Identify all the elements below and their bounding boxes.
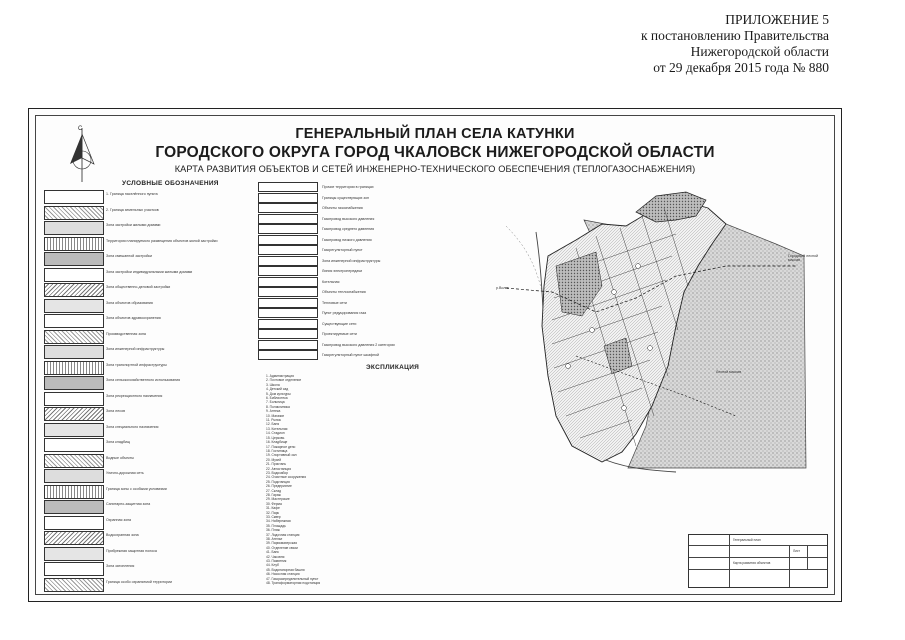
explication-item: 40. Отделение связи bbox=[266, 545, 298, 550]
appendix-line-1: ПРИЛОЖЕНИЕ 5 bbox=[725, 12, 829, 27]
explication-item: 2. Почтовое отделение bbox=[266, 378, 302, 383]
explication-item: 41. Банк bbox=[266, 550, 279, 555]
middle-legend-label: Прочие территории в границах bbox=[322, 185, 374, 189]
legend-label: Зона затопления bbox=[106, 564, 135, 568]
legend-label: 1. Граница населённого пункта bbox=[106, 192, 158, 196]
explication-item: 14. Стадион bbox=[266, 431, 285, 436]
explication-item: 19. Спортивный зал bbox=[266, 453, 297, 458]
explication-item: 22. Автостанция bbox=[266, 466, 291, 471]
explication-item: 43. Памятник bbox=[266, 559, 287, 564]
legend-label: Граница зоны с особыми условиями bbox=[106, 486, 167, 491]
middle-legend-label: Газорегуляторный пункт шкафной bbox=[322, 353, 380, 357]
middle-legend-label: Зона инженерной инфраструктуры bbox=[322, 258, 381, 263]
appendix-line-2: к постановлению Правительства bbox=[640, 28, 829, 43]
forest-label: Лесной массив bbox=[716, 370, 742, 374]
middle-legend-label: Газорегуляторный пункт bbox=[322, 248, 363, 252]
explication-item: 47. Газораспределительный пункт bbox=[266, 576, 319, 581]
legend-label: Охранная зона bbox=[106, 517, 132, 522]
explication-item: 48. Трансформаторная подстанция bbox=[266, 581, 321, 586]
explication-item: 34. Набережная bbox=[266, 519, 291, 524]
explication-item: 1. Администрация bbox=[266, 374, 294, 378]
legend-label: Зона общественно-деловой застройки bbox=[106, 285, 171, 289]
legend-label: Зона сельскохозяйственного использования bbox=[106, 378, 181, 382]
legend-label: Зона застройки индивидуальными жилыми домами bbox=[106, 269, 193, 274]
plan-map-name: КАРТА РАЗВИТИЯ ОБЪЕКТОВ И СЕТЕЙ ИНЖЕНЕРНО-ТЕХНИЧЕСКОГО ОБЕСПЕЧЕНИЯ (ТЕПЛОГАЗОСНАБЖЕНИЯ) bbox=[174, 164, 696, 174]
explication-item: 9. Аптека bbox=[266, 409, 281, 414]
legend-label: Зона рекреационного назначения bbox=[106, 393, 163, 398]
explication-item: 25. Подстанция bbox=[266, 479, 290, 484]
explication-item: 38. Ателье bbox=[266, 537, 283, 542]
legend-label: Зона специального назначения bbox=[106, 424, 159, 429]
legend-label: Зона объектов образования bbox=[106, 300, 153, 305]
explication-item: 37. Лодочная станция bbox=[266, 532, 300, 537]
explication-item: 29. Мастерские bbox=[266, 497, 290, 502]
plan-title: ГЕНЕРАЛЬНЫЙ ПЛАН СЕЛА КАТУНКИ bbox=[295, 126, 575, 142]
explication-item: 10. Магазин bbox=[266, 413, 285, 418]
legend-label: Производственная зона bbox=[106, 331, 146, 336]
middle-legend-label: Газопровод высокого давления 2 категории bbox=[322, 342, 395, 347]
legend-label: Водоохранная зона bbox=[106, 533, 139, 537]
legend-label: Санитарно-защитная зона bbox=[106, 502, 151, 506]
legend-label: Зона лесов bbox=[106, 409, 125, 413]
explication-item: 24. Очистные сооружения bbox=[266, 475, 307, 480]
explication-item: 28. Гараж bbox=[266, 492, 281, 497]
legend-label: Зона застройки жилыми домами bbox=[106, 223, 161, 227]
middle-legend-label: Котельная bbox=[322, 279, 340, 284]
explication-item: 17. Пожарное депо bbox=[266, 444, 296, 449]
explication-item: 8. Поликлиника bbox=[266, 404, 290, 409]
explication-item: 33. Сквер bbox=[266, 515, 281, 519]
explication-item: 3. Школа bbox=[266, 382, 280, 387]
explication-item: 21. Пристань bbox=[266, 462, 287, 467]
explication-item: 12. Баня bbox=[266, 422, 280, 427]
explication-item: 16. Кладбище bbox=[266, 440, 288, 445]
explication-item: 6. Библиотека bbox=[266, 396, 288, 401]
middle-legend-label: Существующие сети bbox=[322, 321, 357, 326]
middle-legend-label: Газопровод среднего давления bbox=[322, 227, 375, 231]
settlement-map bbox=[36, 116, 836, 596]
appendix-header bbox=[641, 12, 829, 76]
legend-label: Прибрежная защитная полоса bbox=[106, 548, 157, 553]
middle-legend-label: Объекты теплоснабжения bbox=[322, 290, 366, 294]
middle-legend-label: Газопровод высокого давления bbox=[322, 216, 375, 221]
middle-legend-label: Объекты газоснабжения bbox=[322, 206, 363, 210]
explication-item: 35. Площадь bbox=[266, 523, 286, 528]
legend-label: Водные объекты bbox=[106, 455, 135, 460]
legend-label: Зона кладбищ bbox=[106, 440, 130, 444]
stamp-sheet: Лист bbox=[793, 549, 800, 553]
middle-legend-label: Пункт редуцирования газа bbox=[322, 311, 367, 315]
explication-item: 23. Водозабор bbox=[266, 470, 289, 475]
explication-item: 20. Музей bbox=[266, 457, 282, 462]
explication-item: 39. Парикмахерская bbox=[266, 541, 297, 546]
north-letter: С bbox=[78, 126, 83, 132]
explication-item: 31. Кафе bbox=[266, 506, 280, 511]
legend-label: Зона смешанной застройки bbox=[106, 254, 152, 258]
stamp-project: Карта развития объектов bbox=[733, 561, 771, 565]
legend-label: Зона транспортной инфраструктуры bbox=[106, 362, 167, 367]
explication-item: 7. Больница bbox=[266, 400, 285, 405]
explication-item: 32. Парк bbox=[266, 510, 279, 515]
explication-item: 18. Гостиница bbox=[266, 448, 288, 453]
explication-item: 27. Склад bbox=[266, 488, 282, 493]
legend-label: Зона инженерной инфраструктуры bbox=[106, 347, 165, 351]
explication-heading: ЭКСПЛИКАЦИЯ bbox=[366, 364, 420, 371]
explication-item: 5. Дом культуры bbox=[266, 391, 291, 396]
legend-label: Улично-дорожная сеть bbox=[106, 471, 144, 475]
area-label: Городской лесной массив bbox=[788, 254, 819, 262]
middle-legend-label: Тепловые сети bbox=[322, 300, 347, 305]
explication-item: 15. Церковь bbox=[266, 435, 285, 440]
river-label: р.Волга bbox=[496, 286, 509, 290]
legend-heading: УСЛОВНЫЕ ОБОЗНАЧЕНИЯ bbox=[122, 180, 219, 187]
explication-item: 44. Клуб bbox=[266, 563, 279, 568]
middle-legend-label: Проектируемые сети bbox=[322, 332, 357, 336]
stamp-org: Генеральный план bbox=[733, 538, 761, 542]
legend-label: Зона объектов здравоохранения bbox=[106, 316, 161, 320]
appendix-line-4: от 29 декабря 2015 года № 880 bbox=[653, 60, 829, 75]
appendix-line-3: Нижегородской области bbox=[690, 44, 829, 59]
plan-subtitle: ГОРОДСКОГО ОКРУГА ГОРОД ЧКАЛОВСК НИЖЕГОРОДСКОЙ ОБЛАСТИ bbox=[155, 144, 715, 161]
middle-legend-label: Газопровод низкого давления bbox=[322, 237, 372, 242]
legend-label: 2. Граница земельных участков bbox=[106, 207, 159, 212]
explication-item: 46. Насосная станция bbox=[266, 572, 300, 577]
legend-label: Территория планируемого размещения объектов жилой застройки bbox=[106, 238, 218, 243]
explication-item: 45. Водонапорная башня bbox=[266, 567, 305, 572]
legend-label: Граница особо охраняемой территории bbox=[106, 579, 173, 584]
explication-item: 30. Ферма bbox=[266, 501, 282, 506]
explication-item: 13. Котельная bbox=[266, 426, 288, 431]
plan-sheet bbox=[28, 108, 842, 602]
explication-item: 4. Детский сад bbox=[266, 387, 289, 392]
explication-item: 42. Часовня bbox=[266, 554, 285, 559]
title-block bbox=[688, 534, 828, 588]
explication-item: 36. Пляж bbox=[266, 528, 280, 533]
explication-item: 11. Рынок bbox=[266, 418, 281, 423]
explication-item: 26. Предприятие bbox=[266, 484, 292, 489]
plan-frame bbox=[35, 115, 835, 595]
middle-legend-label: Границы существующих зон bbox=[322, 195, 369, 200]
middle-legend-label: Линия электропередачи bbox=[322, 269, 363, 273]
